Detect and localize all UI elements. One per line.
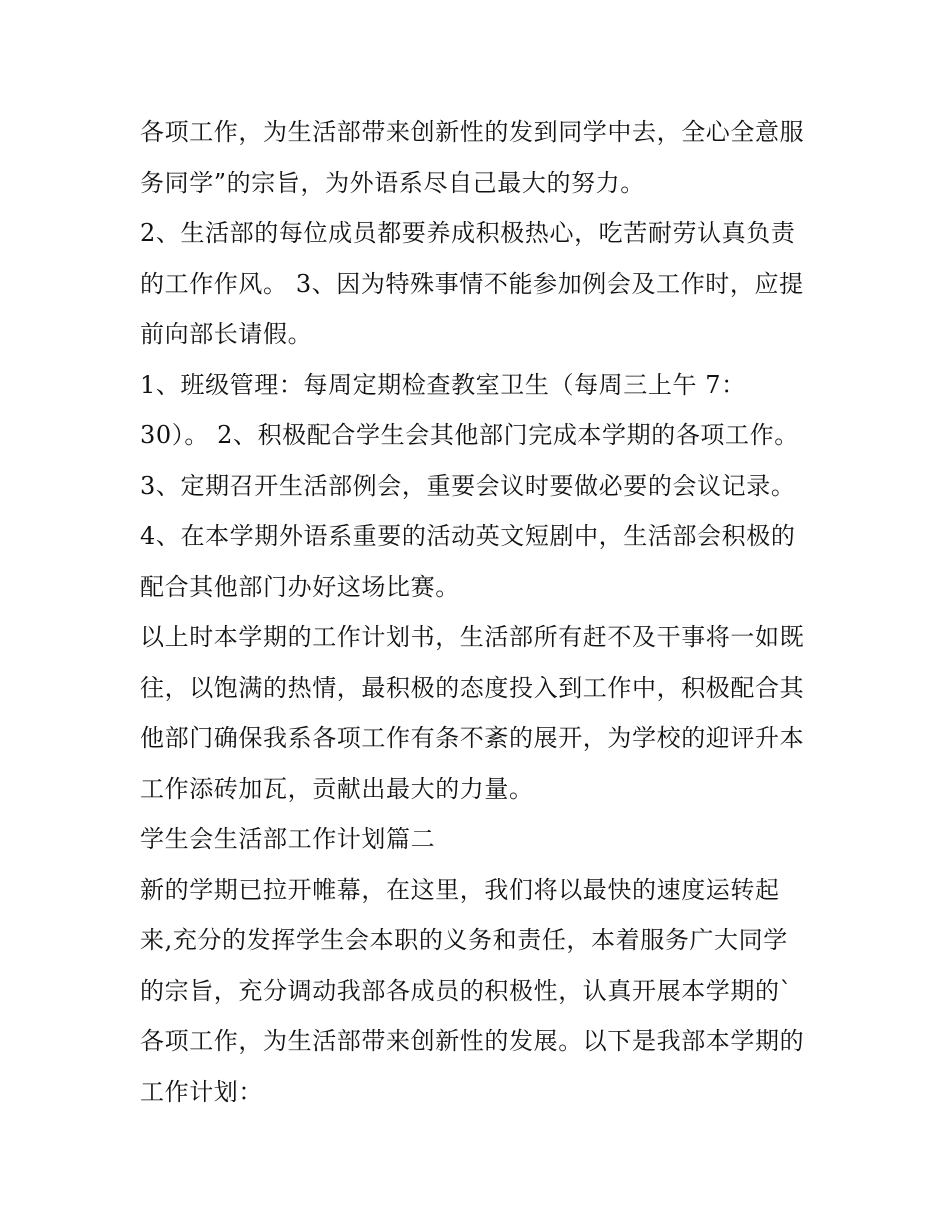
text-line: 工作计划： (140, 1077, 263, 1106)
text-line: 务同学”的宗旨，为外语系尽自己最大的努力。 (140, 168, 645, 197)
text-line: 各项工作，为生活部带来创新性的发展。以下是我部本学期的 (140, 1027, 805, 1055)
text-line: 前向部长请假。 (140, 320, 313, 348)
text-line: 4、在本学期外语系重要的活动英文短剧中，生活部会积极的 (140, 522, 796, 550)
text-line: 3、定期召开生活部例会，重要会议时要做必要的会议记录。 (140, 471, 796, 500)
text-line: 配合其他部门办好这场比赛。 (140, 572, 460, 601)
text-line: 以上时本学期的工作计划书，生活部所有赶不及干事将一如既 (140, 623, 805, 651)
text-line: 的工作作风。 3、因为特殊事情不能参加例会及工作时，应提 (140, 269, 804, 298)
text-line: 往，以饱满的热情，最积极的态度投入到工作中，积极配合其 (140, 673, 805, 702)
text-line: 工作添砖加瓦，贡献出最大的力量。 (140, 774, 534, 803)
text-line: 2、生活部的每位成员都要养成积极热心，吃苦耐劳认真负责 (140, 219, 796, 247)
text-line: 各项工作，为生活部带来创新性的发到同学中去，全心全意服 (140, 118, 805, 146)
text-line: 来,充分的发挥学生会本职的义务和责任，本着服务广大同学 (140, 926, 788, 954)
text-line: 30）。 2、积极配合学生会其他部门完成本学期的各项工作。 (140, 421, 799, 449)
text-line: 他部门确保我系各项工作有条不紊的展开，为学校的迎评升本 (140, 724, 805, 752)
section-heading: 学生会生活部工作计划篇二 (140, 825, 436, 853)
text-line: 1、班级管理：每周定期检查教室卫生（每周三上午 7： (140, 370, 746, 399)
body-text (140, 107, 820, 1117)
text-line: 的宗旨，充分调动我部各成员的积极性，认真开展本学期的` (140, 976, 793, 1005)
text-line: 新的学期已拉开帷幕，在这里，我们将以最快的速度运转起 (140, 875, 780, 904)
